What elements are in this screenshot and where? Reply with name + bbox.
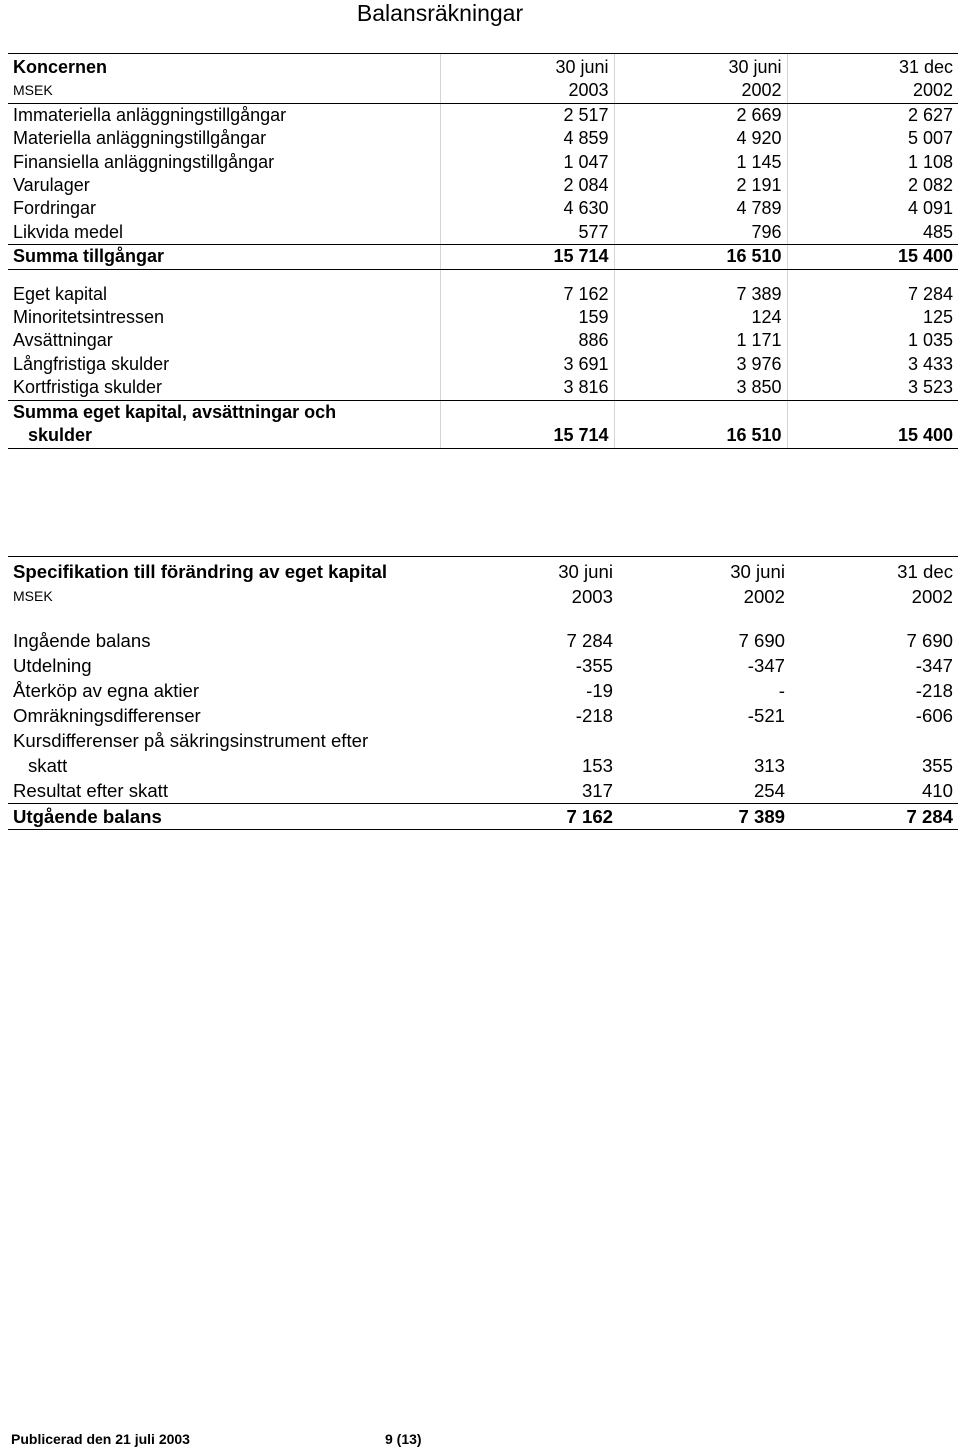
table-row [8, 151, 958, 174]
row-value: -347 [747, 655, 785, 676]
row-value: 1 035 [787, 329, 958, 352]
table-heading: Koncernen [8, 54, 440, 80]
total-value: 15 400 [787, 400, 958, 448]
row-label: Avsättningar [13, 330, 113, 351]
table-row [8, 127, 958, 150]
table-row [8, 653, 958, 678]
row-value: -606 [915, 705, 953, 726]
row-value: 7 690 [906, 630, 953, 651]
column-header: 30 juni [618, 557, 790, 585]
column-header: 31 dec [787, 54, 958, 80]
total-value: 7 284 [790, 804, 958, 830]
equity-change-table [8, 556, 958, 830]
table-row [8, 353, 958, 376]
page-title: Balansräkningar [356, 0, 524, 26]
table-heading: Specifikation till förändring av eget kapital [8, 557, 440, 585]
column-header: 30 juni [440, 54, 614, 80]
row-value: -218 [915, 680, 953, 701]
row-label: Långfristiga skulder [13, 353, 170, 374]
row-value: 4 630 [440, 197, 614, 220]
row-value: 317 [440, 778, 618, 804]
total-row [8, 245, 958, 269]
row-value: -521 [747, 705, 785, 726]
row-label: Resultat efter skatt [8, 778, 440, 804]
row-value: 577 [440, 221, 614, 245]
total-value: 16 510 [614, 245, 787, 269]
total-value: 15 400 [787, 245, 958, 269]
row-value: -347 [915, 655, 953, 676]
row-value: 3 976 [614, 353, 787, 376]
row-value: 125 [787, 306, 958, 329]
row-value: 5 007 [787, 127, 958, 150]
column-year: 2003 [571, 586, 613, 607]
row-label: Ingående balans [13, 630, 151, 651]
total-value: 16 510 [614, 400, 787, 448]
row-value: 2 517 [440, 103, 614, 127]
row-value: 410 [790, 778, 958, 804]
row-value: 3 691 [440, 353, 614, 376]
table-row [8, 197, 958, 220]
table-row [8, 628, 958, 653]
row-value: 7 284 [566, 630, 613, 651]
header-row-2 [8, 584, 958, 609]
row-label: Kursdifferenser på säkringsinstrument efter skatt [13, 730, 369, 776]
total-label: Summa tillgångar [8, 245, 440, 269]
column-header: 30 juni [614, 54, 787, 80]
row-label: Utdelning [13, 655, 92, 676]
row-value: 485 [787, 221, 958, 245]
table-row [8, 778, 958, 804]
table-row [8, 221, 958, 245]
column-year: 2002 [743, 586, 785, 607]
row-label: Likvida medel [8, 221, 440, 245]
header-row-2 [8, 79, 958, 103]
row-label: Kortfristiga skulder [8, 376, 440, 400]
row-label: Fordringar [13, 198, 97, 219]
header-row-1 [8, 54, 958, 80]
row-label: Omräkningsdifferenser [13, 705, 201, 726]
row-value: 124 [614, 306, 787, 329]
row-value: 4 789 [614, 197, 787, 220]
spacer-row [8, 609, 958, 628]
row-value: 1 047 [440, 151, 614, 174]
row-value: 886 [440, 329, 614, 352]
row-label: Varulager [13, 175, 90, 196]
row-value: 3 523 [787, 376, 958, 400]
table-row [8, 728, 958, 778]
total-value: 15 714 [440, 400, 614, 448]
balance-sheet-table [8, 53, 958, 449]
column-year: 2002 [614, 79, 787, 103]
row-label: Återköp av egna aktier [13, 680, 200, 701]
row-label: Eget kapital [13, 283, 108, 304]
page-number: 9 (13) [385, 1431, 422, 1447]
row-value: 2 082 [787, 174, 958, 197]
row-value: 1 171 [614, 329, 787, 352]
row-value: 2 084 [440, 174, 614, 197]
row-value: 4 091 [787, 197, 958, 220]
total-value: 7 162 [440, 804, 618, 830]
column-header: 30 juni [440, 557, 618, 585]
row-value: 3 433 [787, 353, 958, 376]
row-value: 796 [614, 221, 787, 245]
row-value: 3 816 [440, 376, 614, 400]
row-value: 4 920 [614, 127, 787, 150]
row-value: 7 162 [440, 283, 614, 306]
row-value: 3 850 [614, 376, 787, 400]
column-year: 2003 [440, 79, 614, 103]
header-row-1 [8, 557, 958, 585]
column-header: 31 dec [790, 557, 958, 585]
column-year: 2002 [911, 586, 953, 607]
row-value: 254 [618, 778, 790, 804]
row-value: -19 [586, 680, 613, 701]
row-value: 159 [440, 306, 614, 329]
row-value: 2 627 [787, 103, 958, 127]
row-label: Immateriella anläggningstillgångar [13, 104, 287, 125]
table-row [8, 376, 958, 400]
total-row [8, 400, 958, 448]
row-value: -355 [575, 655, 613, 676]
row-value: 7 690 [738, 630, 785, 651]
row-value: 355 [921, 755, 953, 776]
row-value: 7 284 [787, 283, 958, 306]
unit-label: MSEK [8, 79, 440, 103]
unit-label: MSEK [13, 588, 53, 604]
total-row [8, 804, 958, 830]
total-label: Summa eget kapital, avsättningar och skulder [8, 400, 440, 448]
row-value: 313 [753, 755, 785, 776]
row-value: 7 389 [614, 283, 787, 306]
table-row [8, 283, 958, 306]
total-value: 15 714 [440, 245, 614, 269]
footer-published: Publicerad den 21 juli 2003 [11, 1431, 190, 1447]
row-value: -218 [575, 705, 613, 726]
table-row [8, 306, 958, 329]
row-value: 153 [581, 755, 613, 776]
row-value: 4 859 [440, 127, 614, 150]
row-value: 1 145 [614, 151, 787, 174]
row-label: Materiella anläggningstillgångar [13, 128, 267, 149]
row-label: Minoritetsintressen [13, 307, 165, 328]
table-row [8, 329, 958, 352]
table-row [8, 103, 958, 127]
row-label: Finansiella anläggningstillgångar [13, 151, 275, 172]
column-year: 2002 [787, 79, 958, 103]
row-value: 2 669 [614, 103, 787, 127]
total-label: Utgående balans [8, 804, 440, 830]
row-value: 2 191 [614, 174, 787, 197]
table-row [8, 703, 958, 728]
table-row [8, 174, 958, 197]
table-row [8, 678, 958, 703]
row-value: - [778, 680, 785, 701]
total-value: 7 389 [618, 804, 790, 830]
row-value: 1 108 [787, 151, 958, 174]
spacer-row [8, 269, 958, 283]
